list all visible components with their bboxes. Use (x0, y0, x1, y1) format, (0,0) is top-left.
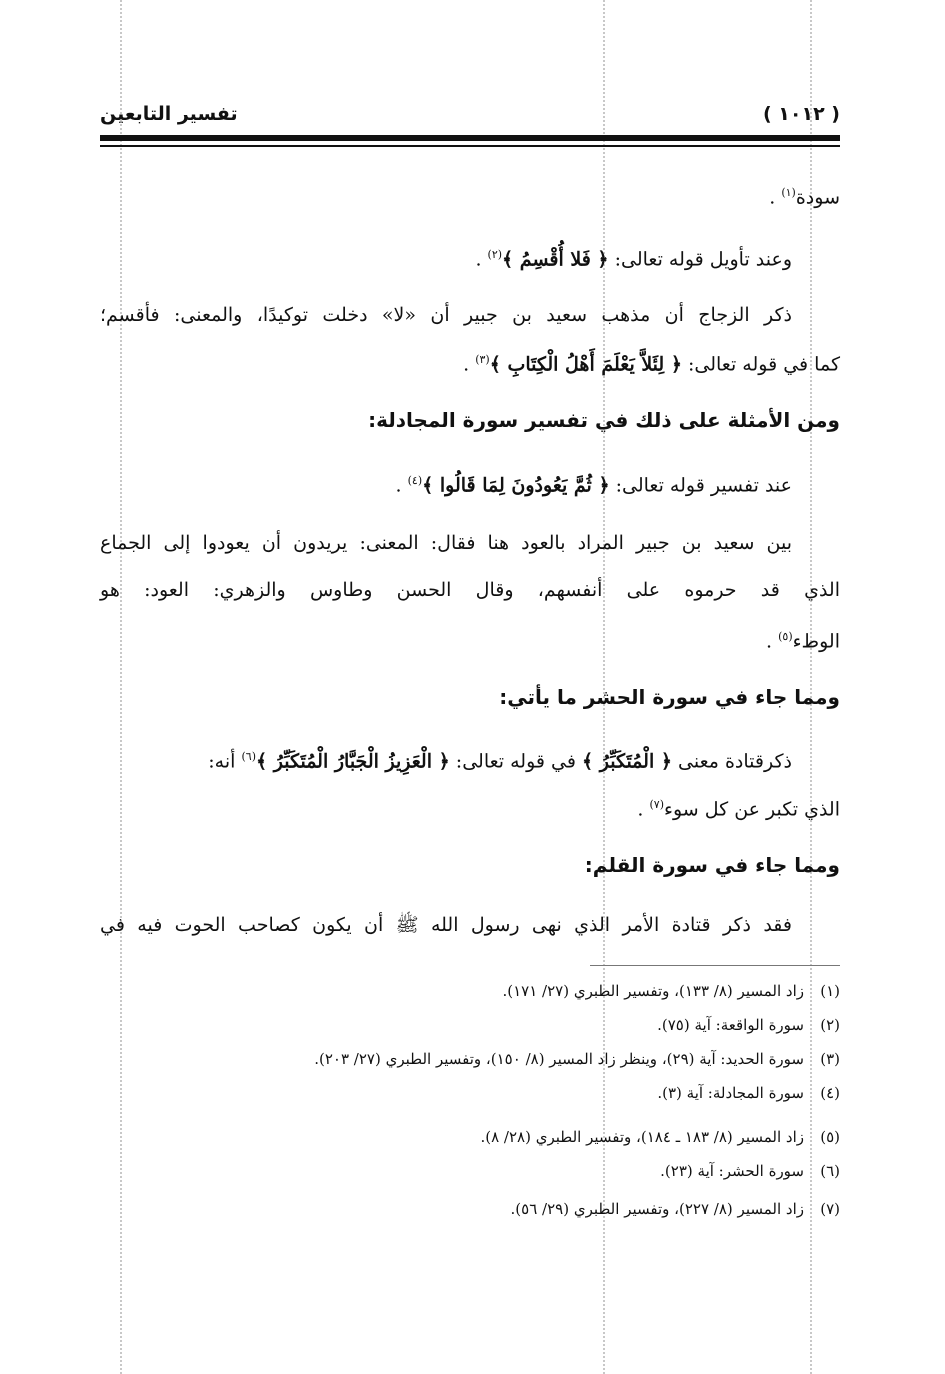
footnote: (٦)سورة الحشر: آية (٢٣). (660, 1162, 840, 1180)
text-line: الذي تكبر عن كل سوء$^{(٧)}$ . (637, 798, 840, 821)
quran-verse: ﴿ لِئَلاَّ يَعْلَمَ أَهْلُ الْكِتَابِ ﴾ (489, 353, 682, 376)
book-title: تفسير التابعين (100, 103, 238, 125)
text-line: فقد ذكر قتادة الأمر الذي نهى رسول الله ﷺ أن يكون كصاحب الحوت فيه في (100, 914, 792, 936)
header-rule-thick (100, 135, 840, 141)
quran-verse: ﴿ ثُمَّ يَعُودُونَ لِمَا قَالُوا ﴾ (422, 474, 610, 497)
text-line: كما في قوله تعالى: ﴿ لِئَلاَّ يَعْلَمَ أَهْلُ الْكِتَابِ ﴾$^{(٣)}$ . (463, 353, 840, 376)
scan-artifact-line (120, 0, 122, 1374)
text-line: ذكرقتادة معنى ﴿ الْمُتَكَبِّرُ ﴾ في قوله تعالى: ﴿ الْعَزِيزُ الْجَبَّارُ الْمُتَكَبِّرُ ﴾$^{(٦)}$ أنه: (208, 750, 792, 773)
footnote: (٥)زاد المسير (٨/ ١٨٣ ـ ١٨٤)، وتفسير الطبري (٢٨/ ٨). (480, 1128, 840, 1146)
text-line: بين سعيد بن جبير المراد بالعود هنا فقال: المعنى: يريدون أن يعودوا إلى الجماع (100, 532, 792, 554)
header-rule-thin (100, 145, 840, 147)
quran-verse: ﴿ الْمُتَكَبِّرُ ﴾ (581, 750, 672, 773)
footnote: (١)زاد المسير (٨/ ١٣٣)، وتفسير الطبري (٢٧/ ١٧١). (502, 982, 840, 1000)
quran-verse: ﴿ الْعَزِيزُ الْجَبَّارُ الْمُتَكَبِّرُ ﴾ (256, 750, 450, 773)
text-line: الوطء$^{(٥)}$ . (766, 630, 840, 653)
text-line: عند تفسير قوله تعالى: ﴿ ثُمَّ يَعُودُونَ لِمَا قَالُوا ﴾$^{(٤)}$ . (395, 474, 792, 497)
text-line: ذكر الزجاج أن مذهب سعيد بن جبير أن «لا» دخلت توكيدًا، والمعنى: فأقسم؛ (100, 304, 792, 326)
footnote: (٢)سورة الواقعة: آية (٧٥). (657, 1016, 840, 1034)
footnote: (٤)سورة المجادلة: آية (٣). (657, 1084, 840, 1102)
section-heading: ومن الأمثلة على ذلك في تفسير سورة المجادلة: (368, 408, 840, 432)
section-heading: ومما جاء في سورة القلم: (584, 853, 840, 877)
footnote-separator (590, 965, 840, 966)
page-number: ( ١٠١٢ ) (762, 103, 840, 125)
text-line: الذي قد حرموه على أنفسهم، وقال الحسن وطاوس والزهري: العود: هو (100, 579, 840, 601)
footnote: (٧)زاد المسير (٨/ ٢٢٧)، وتفسير الطبري (٢٩/ ٥٦). (510, 1200, 840, 1218)
text-line: وعند تأويل قوله تعالى: ﴿ فَلا أُقْسِمُ ﴾$^{(٢)}$ . (475, 248, 792, 271)
quran-verse: ﴿ فَلا أُقْسِمُ ﴾ (502, 248, 609, 271)
section-heading: ومما جاء في سورة الحشر ما يأتي: (499, 685, 840, 709)
page-header (100, 103, 840, 133)
footnote: (٣)سورة الحديد: آية (٢٩)، وينظر زاد المسير (٨/ ١٥٠)، وتفسير الطبري (٢٧/ ٢٠٣). (314, 1050, 840, 1068)
text-line: سودة$^{(١)}$ . (769, 186, 840, 209)
